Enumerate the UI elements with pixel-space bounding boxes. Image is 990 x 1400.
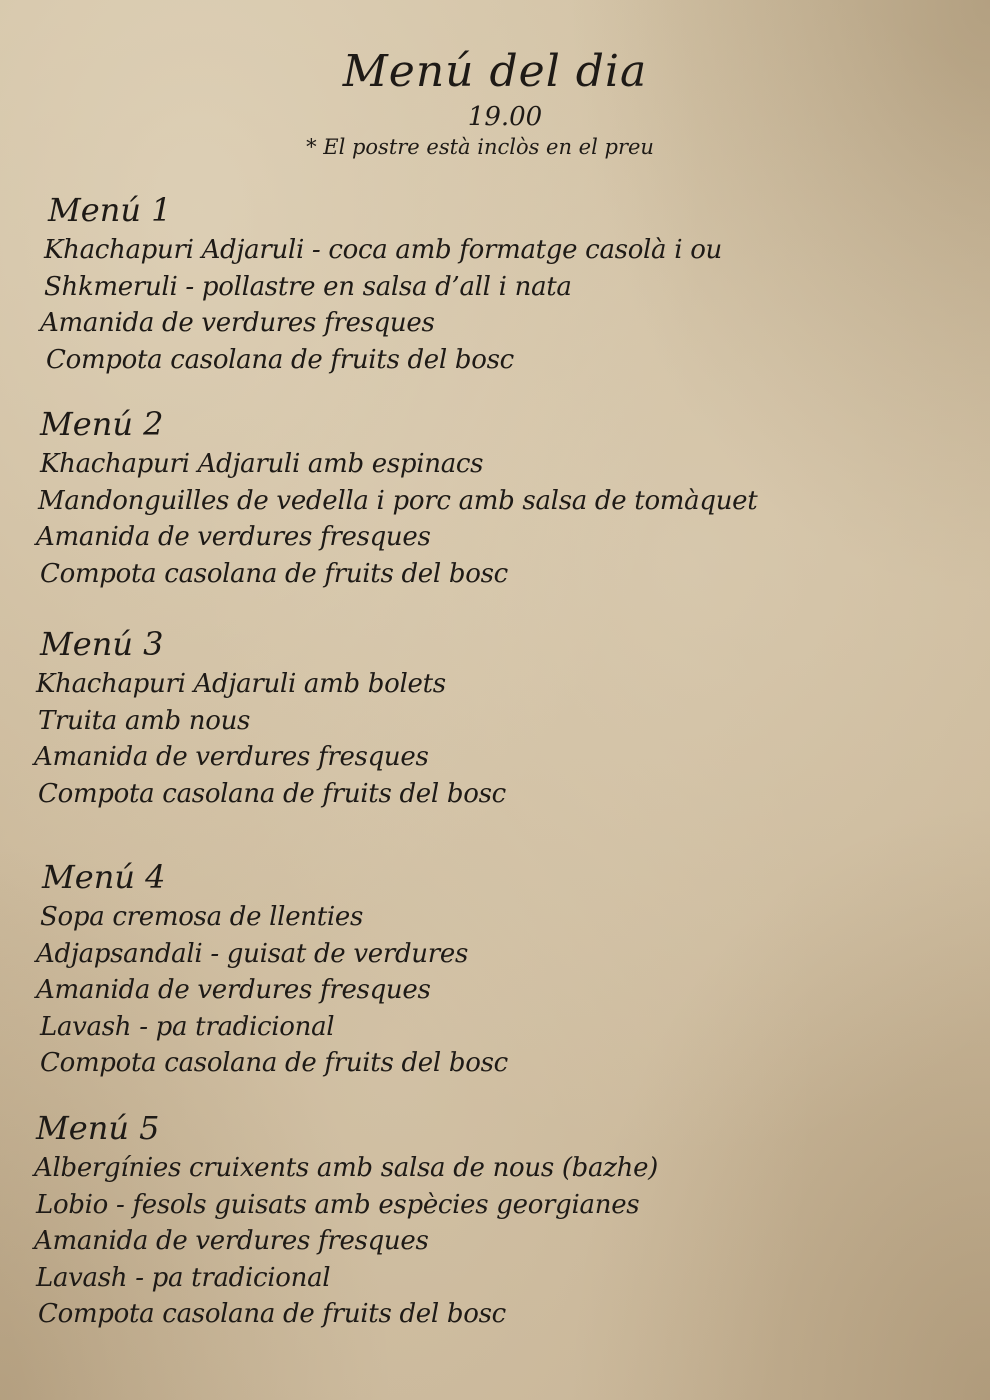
menu-item-list <box>40 232 940 378</box>
menu-item: Compota casolana de fruits del bosc <box>40 558 508 589</box>
menu-item: Khachapuri Adjaruli - coca amb formatge casolà i ou <box>44 235 723 265</box>
menu-header <box>0 42 990 162</box>
menu-item: Shkmeruli - pollastre en salsa d’all i nata <box>44 271 572 302</box>
menu-item: Lavash - pa tradicional <box>40 1011 335 1042</box>
menu-item: Amanida de verdures fresques <box>34 1226 429 1256</box>
menu-item: Compota casolana de fruits del bosc <box>38 778 506 809</box>
page-title: Menú del dia <box>342 46 648 97</box>
menu-section-title: Menú 1 <box>48 191 172 229</box>
menu-item: Lavash - pa tradicional <box>36 1262 331 1293</box>
menu-item-list <box>34 899 934 1082</box>
menu-section-2 <box>36 402 936 592</box>
menu-item-list <box>32 1150 932 1333</box>
menu-section-title: Menú 2 <box>40 405 164 443</box>
menu-item: Amanida de verdures fresques <box>36 975 431 1005</box>
menu-section-3 <box>34 622 934 812</box>
menu-item: Compota casolana de fruits del bosc <box>46 344 514 375</box>
menu-item: Compota casolana de fruits del bosc <box>40 1048 508 1078</box>
menu-item-list <box>34 666 934 812</box>
menu-item: Albergínies cruixents amb salsa de nous (bazhe) <box>34 1153 659 1183</box>
dessert-note: * El postre està inclòs en el preu <box>306 135 654 159</box>
menu-item: Khachapuri Adjaruli amb bolets <box>36 669 446 699</box>
menu-section-4 <box>34 855 934 1082</box>
menu-item: Amanida de verdures fresques <box>36 522 431 552</box>
menu-section-5 <box>32 1106 932 1333</box>
menu-item: Adjapsandali - guisat de verdures <box>36 938 469 969</box>
menu-item: Amanida de verdures fresques <box>34 742 429 772</box>
menu-item: Sopa cremosa de llenties <box>40 902 364 932</box>
menu-section-title: Menú 5 <box>36 1109 160 1147</box>
menu-section-title: Menú 3 <box>40 625 164 663</box>
menu-item: Compota casolana de fruits del bosc <box>38 1299 506 1329</box>
menu-item: Khachapuri Adjaruli amb espinacs <box>40 449 484 479</box>
menu-section-title: Menú 4 <box>42 858 166 896</box>
menu-section-1 <box>40 188 940 378</box>
menu-item: Mandonguilles de vedella i porc amb salsa de tomàquet <box>38 485 758 516</box>
menu-item: Amanida de verdures fresques <box>40 308 435 338</box>
menu-item-list <box>36 446 936 592</box>
menu-item: Truita amb nous <box>38 705 251 736</box>
menu-item: Lobio - fesols guisats amb espècies georgianes <box>36 1189 640 1220</box>
menu-price: 19.00 <box>467 102 543 132</box>
